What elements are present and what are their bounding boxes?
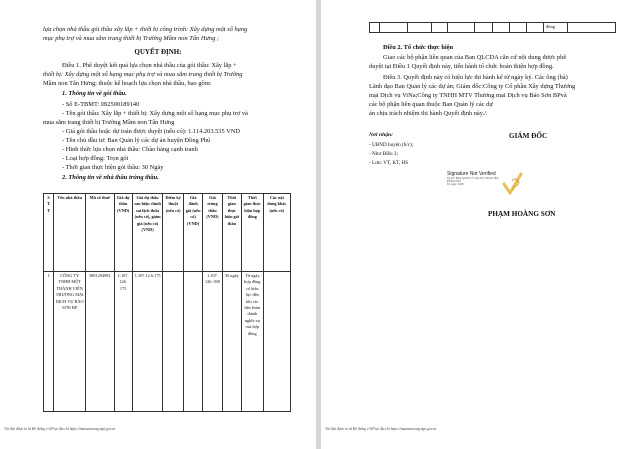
col-header-contract-time: Thời gian thực hiện hợp đồng [241,194,263,272]
page-footer: Tài liệu được in từ Hệ thống e-GP tại địa chỉ https://muasamcong.mpi.gov.vn [325,427,437,431]
signature-detail: Ký bởi: BAN QUẢN LÝ CÁC DỰ ÁN HUYỆN [447,177,499,180]
cell-name: CÔNG TY TNHH MỘT THÀNH VIÊN THƯƠNG MẠI DỊCH VỤ BẢO SƠN BP [54,272,86,412]
page-footer: Tài liệu được in từ Hệ thống e-GP tại địa chỉ https://muasamcong.mpi.gov.vn [4,427,116,431]
recipients-title: Nơi nhận: [369,132,393,138]
col-header-bid-price: Giá dự thầu (VND) [114,194,132,272]
cell-other [263,272,290,412]
col-header-package-time: Thời gian thực hiện gói thầu [222,194,241,272]
article3-line: án chịu trách nhiệm thi hành Quyết định này./. [369,110,488,117]
article2-title: Điều 2. Tổ chức thực hiện [383,44,454,51]
col-header-award-price: Giá trúng thầu (VND) [203,194,222,272]
article2-line: duyệt tại Điều 1 Quyết định này, tiến hành tổ chức hoàn thiện hợp đồng. [369,63,554,70]
cell-contract-time: Từ ngày hợp đồng có hiệu lực đến khi các bên hoàn thành nghĩa vụ của hợp đồng [241,272,263,412]
cell-package-time: 30 ngày [222,272,241,412]
cell-adjusted-price: 1.107.12 6.175 [132,272,163,412]
cell-tech-score [163,272,183,412]
document-page-right [321,0,640,449]
col-header-eval-price: Giá đánh giá (nếu có) (VND) [183,194,202,272]
article2-line: Giao các bộ phận liên quan của Ban QLCDA căn cứ nội dung được phê [383,54,567,61]
info-item: - Tên gói thầu: Xây lắp + thiết bị: Xây dựng một số hạng mục phụ trợ và [62,110,248,117]
col-header-name: Tên nhà thầu [54,194,86,272]
winning-bidder-table [43,193,291,412]
signature-check-icon [501,172,523,196]
continued-table [369,22,616,33]
section2-title: 2. Thông tin về nhà thầu trúng thầu. [62,174,159,181]
col-header-adjusted-price: Giá dự thầu sau hiệu chỉnh sai lệch thừa (nếu có), giảm giá (nếu có) (VND) [132,194,163,272]
recipient-item: - UBND huyện (b/c); [369,142,414,148]
article3-line: các bộ phận liên quan thuộc Ban Quản lý các dự [369,101,493,108]
digital-signature [447,171,543,201]
signer-name: PHẠM HOÀNG SƠN [488,210,556,218]
signer-title: GIÁM ĐỐC [509,132,548,140]
article1-line-2: thiết bị: Xây dựng một số hạng mục phụ trợ và mua sắm trang thiết bị Trường [43,71,243,78]
continued-cell: đồng [544,23,568,33]
table-row [44,272,291,412]
article1-line-3: Mầm non Tân Hưng; thuộc kế hoạch lựa chọn nhà thầu, bao gồm: [43,80,212,87]
recipient-item: - Lưu: VT, KT, HS [369,160,409,166]
table-header-row [44,194,291,272]
intro-line-1: lựa chọn nhà thầu gói thầu xây lắp + thiết bị công trình: Xây dựng một số hạng [43,26,248,33]
article1-line-1: Điều 1. Phê duyệt kết quả lựa chọn nhà thầu của gói thầu: Xây lắp + [62,62,237,69]
info-item: mua sắm trang thiết bị Trường Mầm non Tân Hưng [43,119,175,126]
cell-tax-id: 3801294981 [86,272,114,412]
decision-heading: QUYẾT ĐỊNH: [134,48,182,56]
article3-line: Lãnh đạo Ban Quản lý các dự án; Giám đốc:Công ty Cổ phần Xây dựng Thương [369,83,576,90]
table-row [370,23,616,33]
intro-line-2: mục phụ trợ và mua sắm trang thiết bị Trường Mầm non Tân Hưng ; [43,35,220,42]
col-header-tax-id: Mã số thuế [86,194,114,272]
info-item: - Hình thức lựa chọn nhà thầu: Chào hàng cạnh tranh [62,146,198,153]
document-page-left [0,0,316,449]
cell-award-price: 1.107. 126. 000 [203,272,222,412]
info-item: - Số E-TBMT: IB2500189140 [62,101,140,108]
signature-detail: ĐỒNG PHÚ [447,180,461,184]
info-item: - Thời gian thực hiện gói thầu: 30 Ngày [62,164,164,171]
cell-bid-price: 1.107. 126. 175 [114,272,132,412]
section1-title: 1. Thông tin về gói thầu. [62,90,127,97]
info-item: - Giá gói thầu hoặc dự toán được duyệt (nếu có): 1.114.203.535 VND [62,128,241,135]
col-header-tech-score: Điểm kỹ thuật (nếu có) [163,194,183,272]
article3-line: mại Dịch vụ ViNa;Công ty TNHH MTV Thương mại Dịch vụ Bảo Sơn BPvà [369,92,567,99]
col-header-other: Các nội dung khác (nếu có) [263,194,290,272]
cell-stt: 1 [44,272,54,412]
cell-eval-price [183,272,202,412]
signature-detail: Ký ngày: 2025 [447,183,464,187]
article3-line: Điều 3. Quyết định này có hiệu lực thi hành kể từ ngày ký. Các ông (bà) [383,74,568,81]
recipient-item: - Như Điều 3; [369,151,398,157]
info-item: - Tên chủ đầu tư: Ban Quản lý các dự án huyện Đồng Phú [62,137,211,144]
info-item: - Loại hợp đồng: Trọn gói [62,155,129,162]
col-header-stt: S T T [44,194,54,272]
signature-status: Signature Not Verified [447,171,496,177]
